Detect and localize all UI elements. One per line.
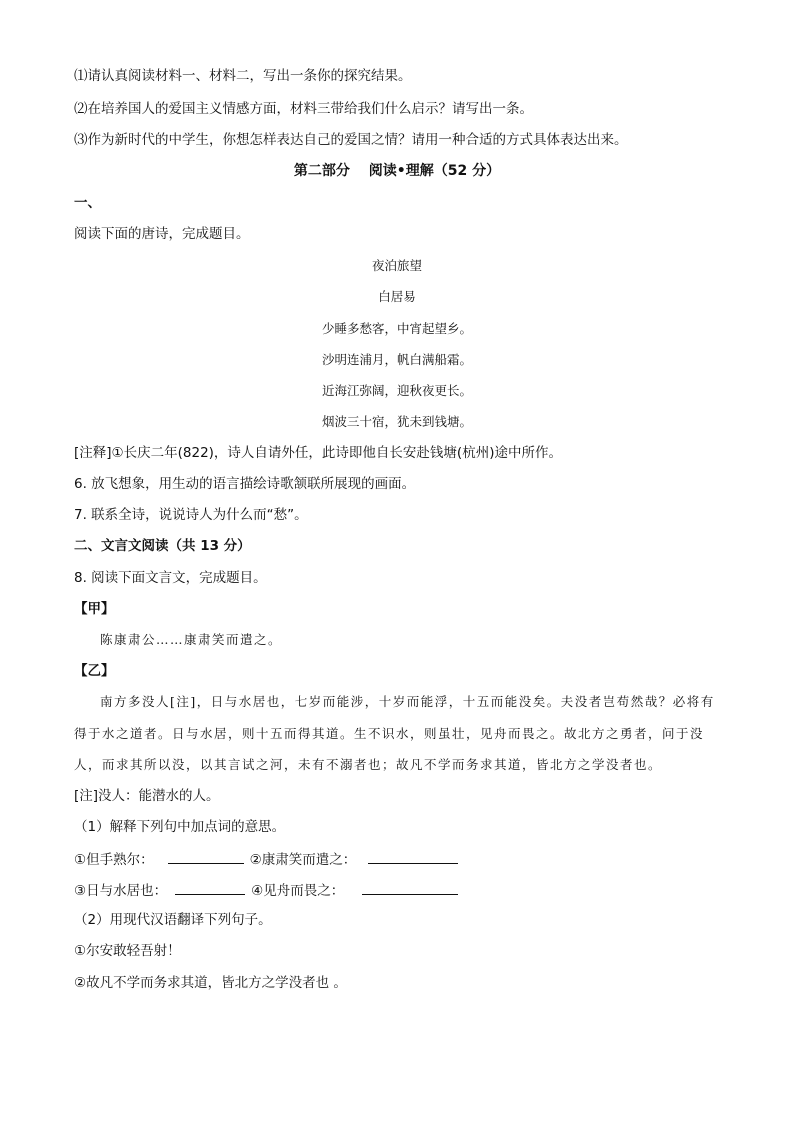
sub-question-2: （2）用现代汉语翻译下列句子。 bbox=[74, 912, 272, 928]
jia-text: 陈康肃公……康肃笑而遣之。 bbox=[100, 632, 283, 647]
explain-item: ④见舟而畏之： bbox=[251, 883, 345, 899]
section2-heading: 二、文言文阅读（共 13 分） bbox=[74, 538, 251, 554]
explain-item: ①但手熟尔： bbox=[74, 852, 154, 868]
explain-row-1 bbox=[74, 849, 464, 869]
poem-intro: 阅读下面的唐诗，完成题目。 bbox=[74, 226, 250, 242]
jia-label: 【甲】 bbox=[74, 601, 115, 617]
poem-line: 沙明连浦月，帆白满船霜。 bbox=[321, 352, 472, 367]
answer-blank[interactable] bbox=[168, 849, 244, 864]
yi-note: [注]没人：能潜水的人。 bbox=[74, 788, 220, 804]
explain-item: ③日与水居也： bbox=[74, 883, 168, 899]
yi-line: 人，而求其所以没，以其言试之河，未有不溺者也；故凡不学而务求其道，皆北方之学没者也。 bbox=[74, 757, 663, 772]
explain-item: ②康肃笑而遣之： bbox=[249, 852, 357, 868]
question-3: ⑶作为新时代的中学生，你想怎样表达自己的爱国之情？请用一种合适的方式具体表达出来。 bbox=[74, 132, 628, 148]
yi-line: 南方多没人[注]，日与水居也，七岁而能涉，十岁而能浮，十五而能没矣。夫没者岂苟然哉？必将有 bbox=[100, 694, 715, 709]
question-7: 7. 联系全诗，说说诗人为什么而“愁”。 bbox=[74, 507, 308, 523]
poem-line: 少睡多愁客，中宵起望乡。 bbox=[321, 321, 472, 336]
answer-blank[interactable] bbox=[368, 849, 458, 864]
question-6: 6. 放飞想象，用生动的语言描绘诗歌颔联所展现的画面。 bbox=[74, 476, 416, 492]
translate-item-1: ①尔安敢轻吾射！ bbox=[74, 943, 181, 959]
poem-title: 夜泊旅望 bbox=[371, 258, 422, 273]
question-1: ⑴请认真阅读材料一、材料二，写出一条你的探究结果。 bbox=[74, 68, 412, 84]
answer-blank[interactable] bbox=[175, 880, 245, 895]
translate-item-2: ②故凡不学而务求其道，皆北方之学没者也 。 bbox=[74, 975, 347, 991]
poem-author: 白居易 bbox=[378, 289, 416, 304]
explain-row-2 bbox=[74, 880, 464, 900]
question-2: ⑵在培养国人的爱国主义情感方面，材料三带给我们什么启示？请写出一条。 bbox=[74, 101, 533, 117]
section1-heading: 一、 bbox=[74, 195, 101, 211]
poem-note: [注释]①长庆二年(822)，诗人自请外任，此诗即他自长安赴钱塘(杭州)途中所作。 bbox=[74, 445, 562, 461]
poem-line: 烟波三十宿，犹未到钱塘。 bbox=[321, 414, 472, 429]
yi-label: 【乙】 bbox=[74, 663, 115, 679]
yi-line: 得于水之道者。日与水居，则十五而得其道。生不识水，则虽壮，见舟而畏之。故北方之勇者，问于没 bbox=[74, 726, 705, 741]
part2-title: 第二部分 阅读•理解（52 分） bbox=[293, 163, 501, 179]
sub-question-1: （1）解释下列句中加点词的意思。 bbox=[74, 819, 286, 835]
question-8-intro: 8. 阅读下面文言文，完成题目。 bbox=[74, 570, 267, 586]
poem-line: 近海江弥阔，迎秋夜更长。 bbox=[321, 383, 472, 398]
answer-blank[interactable] bbox=[362, 880, 458, 895]
